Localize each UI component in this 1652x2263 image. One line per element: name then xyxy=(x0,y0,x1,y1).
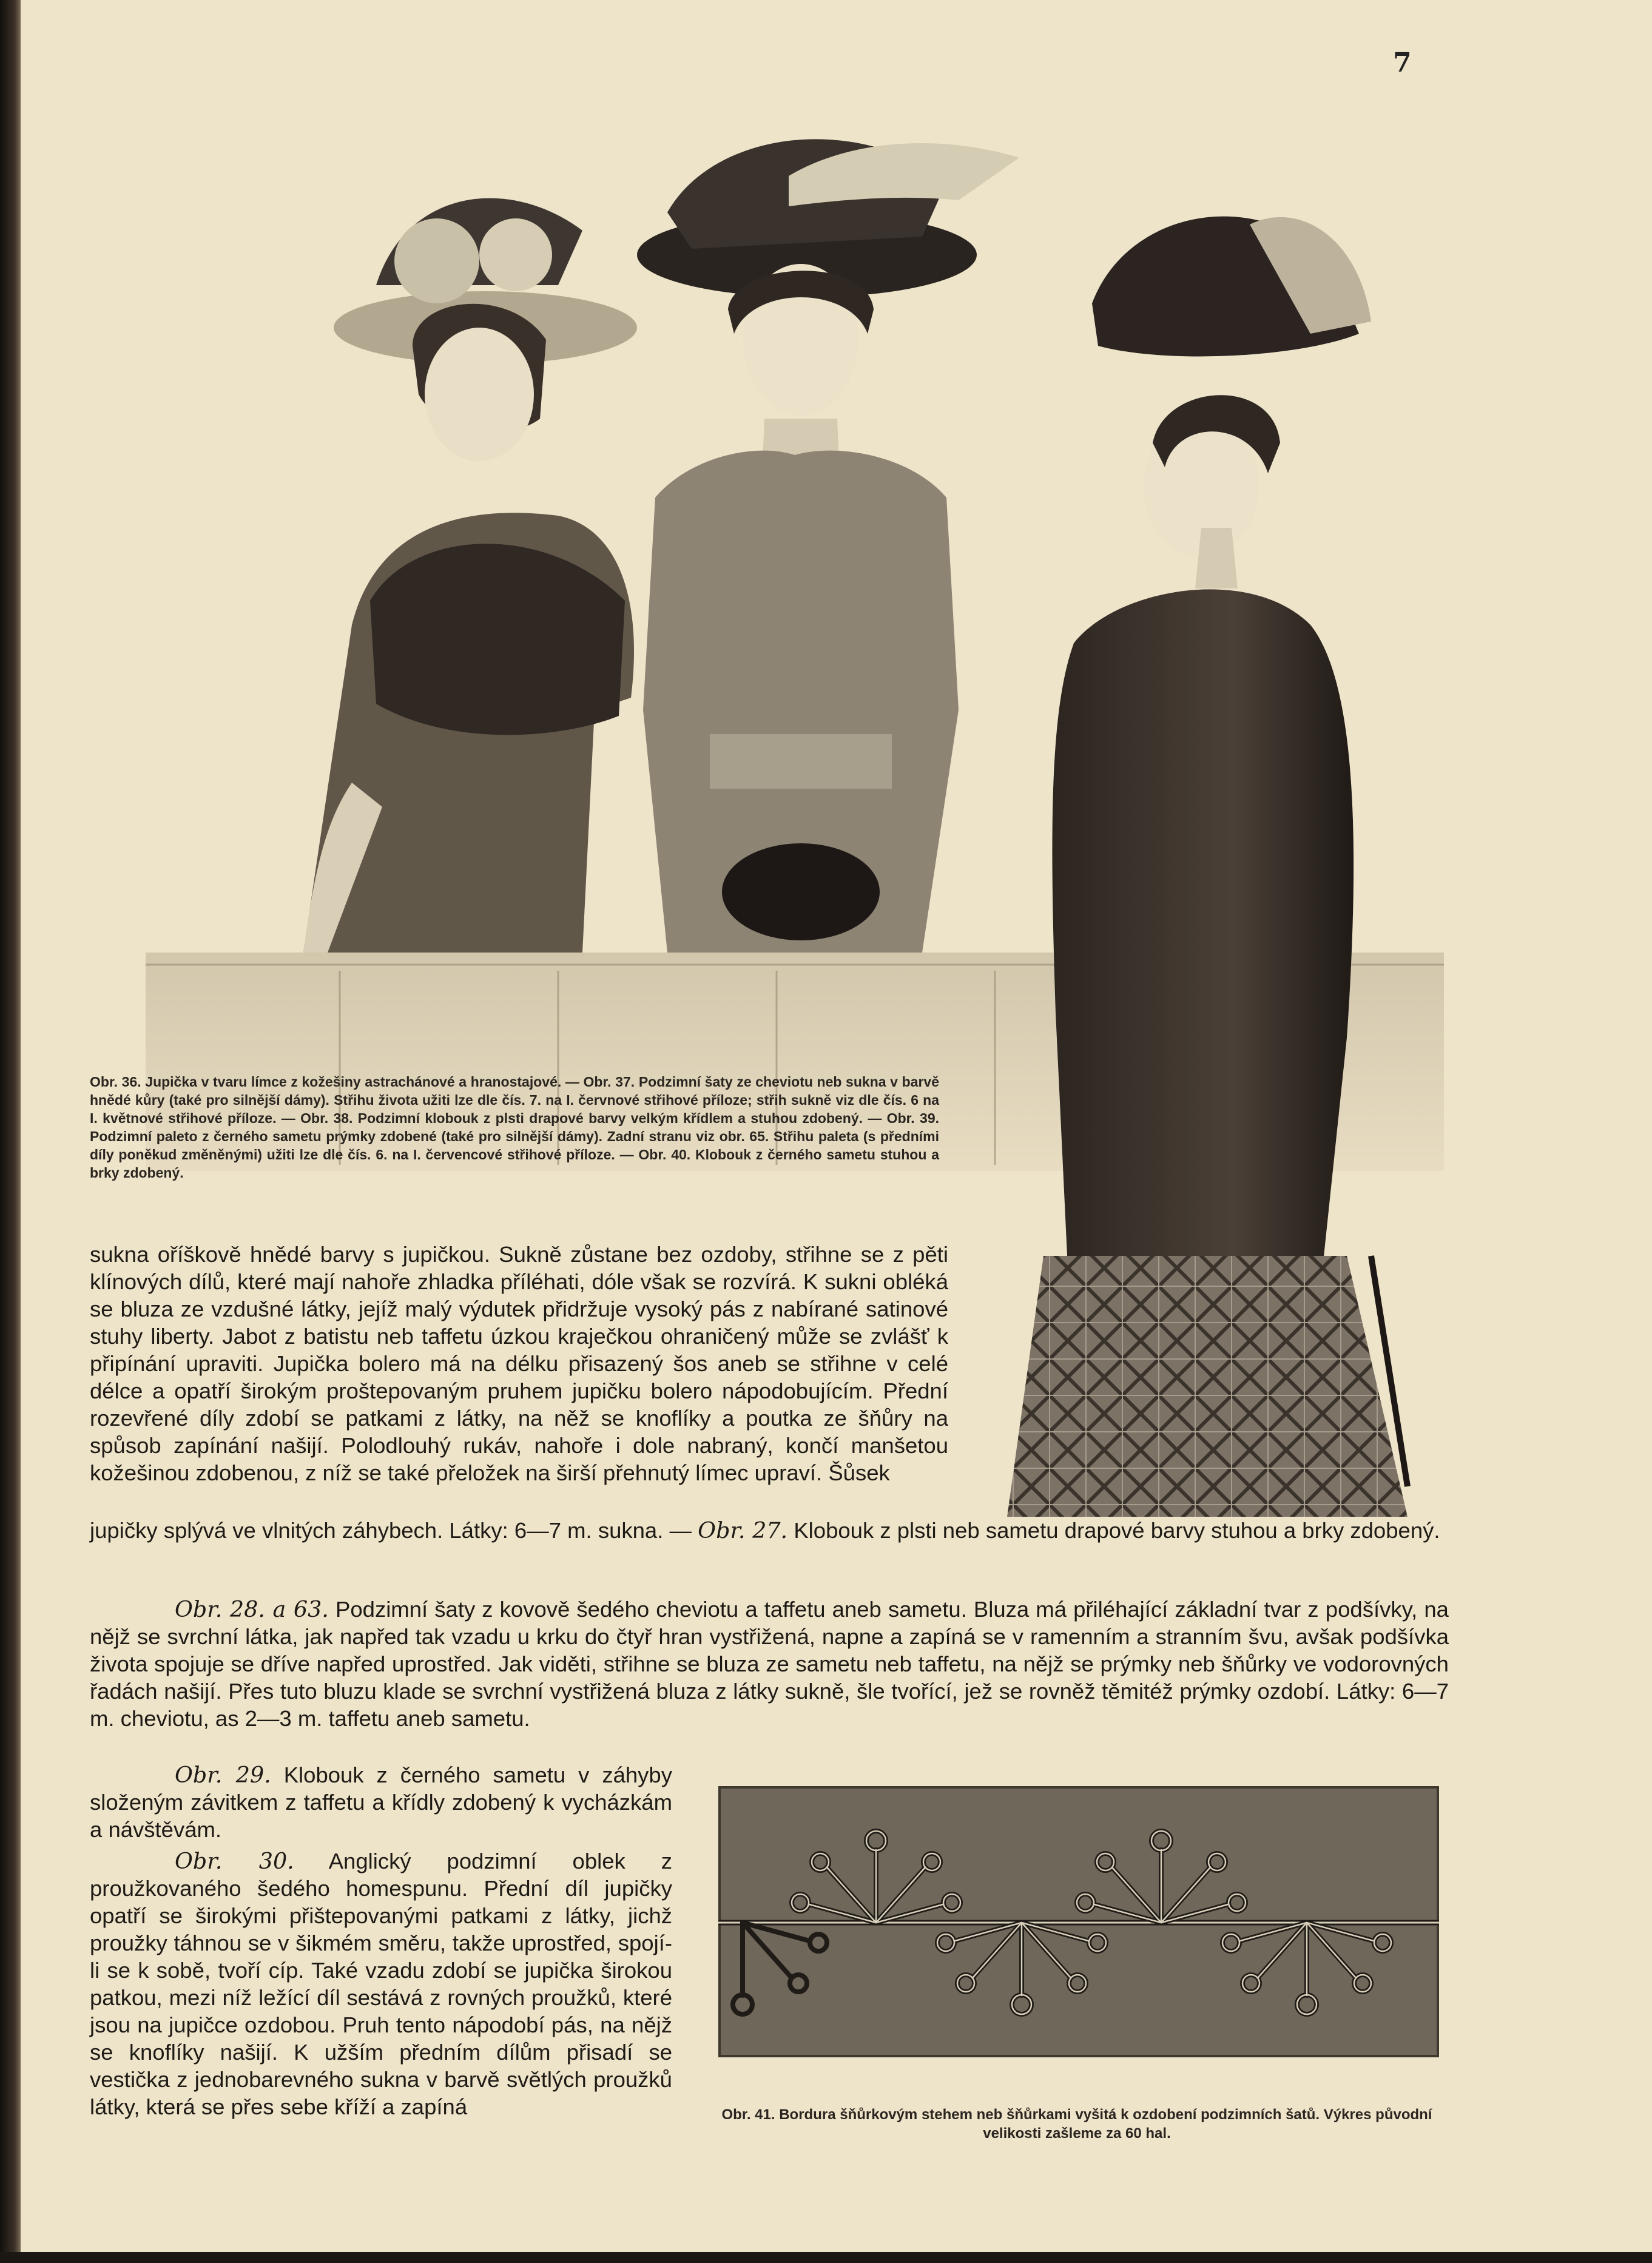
figure-caption-bottom: Obr. 41. Bordura šňůrkovým stehem neb šňůrkami vyšitá k ozdobení podzimních šatů. Výkres původní velikosti zašleme za 60 hal. xyxy=(721,2106,1432,2142)
paragraph-4-body: Anglický podzimní oblek z proužkovaného šedého homespunu. Přední díl jupičky opatří se širokými přištepovanými patkami z látky, jichž proužky táhnou se v šikmém směru, takže uprostřed, spojí-li se k sobě, tvoří cíp. Také vzadu zdobí se jupička širokou patkou, mezi níž ležící díl sestává z rovných proužků, které jsou na jupičce ozdobou. Pruh tento nápodobí pás, na nějž se knoflíky našijí. K užším předním dílům přisadí se vestička z jednobarevného sukna v barvě světlých proužků látky, která se přes sebe kříží a zapíná xyxy=(90,1849,672,2119)
paragraph-3-body: Klobouk z černého sametu v záhyby složeným závitkem z taffetu a křídly zdobený k vycházkám a návštěvám. xyxy=(90,1762,672,1842)
paragraph-1-continuation xyxy=(90,1517,1449,1544)
paragraph-1-line xyxy=(90,1517,1449,1544)
obr-30-ref: Obr. 30. xyxy=(175,1848,294,1874)
embroidery-border-image xyxy=(718,1786,1439,2057)
paragraph-4-text xyxy=(90,1847,672,2120)
paragraph-2 xyxy=(90,1596,1449,1732)
paragraph-2-text xyxy=(90,1596,1449,1732)
paragraph-3 xyxy=(90,1761,672,1843)
obr-29-ref: Obr. 29. xyxy=(175,1762,271,1788)
page-bottom-edge xyxy=(0,2252,1652,2263)
paragraph-1-text: sukna oříškově hnědé barvy s jupičkou. Sukně zůstane bez ozdoby, střihne se z pěti klínových dílů, které mají nahoře zhladka příléhati, dóle však se rozvírá. K sukni obléká se bluza ze vzdušné látky, jejíž malý výdutek přidržuje vysoký pás z nabírané satinové stuhy liberty. Jabot z batistu neb taffetu úzkou kraječkou ohraničený může se zvlášť k připínání upraviti. Jupička bolero má na délku přisazený šos aneb se střihne v celé délce a opatří širokým proštepovaným pruhem jupičku bolero nápodobujícím. Přední rozevřené díly zdobí se patkami z látky, na něž se knoflíky a poutka ze šňůry na spůsob zapínání našijí. Polodlouhý rukáv, nahoře i dole nabraný, končí manšetou kožešinou zdobenou, z níž se také přeložek na širší přehnutý límec upraví. Šůsek xyxy=(90,1242,948,1485)
paragraph-1-last: jupičky splývá ve vlnitých záhybech. Látky: 6—7 m. sukna. — xyxy=(90,1518,692,1543)
paragraph-4 xyxy=(90,1847,672,2120)
page-gutter xyxy=(0,0,21,2263)
obr-27-ref: Obr. 27. xyxy=(698,1517,788,1543)
figure-caption-top: Obr. 36. Jupička v tvaru límce z kožešiny astrachánové a hranostajové. — Obr. 37. Podzimní šaty ze cheviotu neb sukna v barvě hnědé kůry (také pro silnější dámy). Střihu života užiti lze dle čís. 7. na I. červnové střihové příloze; střih sukně viz dle čís. 6 na I. květnové střihové příloze. — Obr. 38. Podzimní klobouk z plsti drapové barvy velkým křídlem a stuhou zdobený. — Obr. 39. Podzimní paleto z černého sametu prýmky zdobené (také pro silnější dámy). Zadní stranu viz obr. 65. Střihu paleta (s předními díly poněkud změněnými) užiti lze dle čís. 6. na I. červencové střihové příloze. — Obr. 40. Klobouk z černého sametu stuhou a brky zdobený. xyxy=(90,1074,939,1181)
page-number: 7 xyxy=(1393,47,1412,78)
paragraph-3-text xyxy=(90,1761,672,1843)
obr-28-ref: Obr. 28. a 63. xyxy=(175,1596,329,1622)
paragraph-1-tail: Klobouk z plsti neb sametu drapové barvy stuhou a brky zdobený. xyxy=(794,1518,1440,1543)
paragraph-1 xyxy=(90,1241,948,1486)
paragraph-2-body: Podzimní šaty z kovově šedého cheviotu a taffetu aneb sametu. Bluza má přiléhající základní tvar z podšívky, na nějž se svrchní látka, jak napřed tak vzadu u krku do čtyř hran vystřižená, napne a zapíná se v ramenním a stranním švu, avšak podšívka života spojuje se dříve napřed uprostřed. Jak viděti, střihne se bluza ze sametu neb taffetu, na nějž se prýmky neb šňůrky ve vodorovných řadách našijí. Přes tuto bluzu klade se svrchní vystřižená bluza z látky sukně, šle tvořící, jež se rovněž těmitéž prýmky ozdobí. Látky: 6—7 m. cheviotu, as 2—3 m. taffetu aneb sametu. xyxy=(90,1597,1449,1731)
